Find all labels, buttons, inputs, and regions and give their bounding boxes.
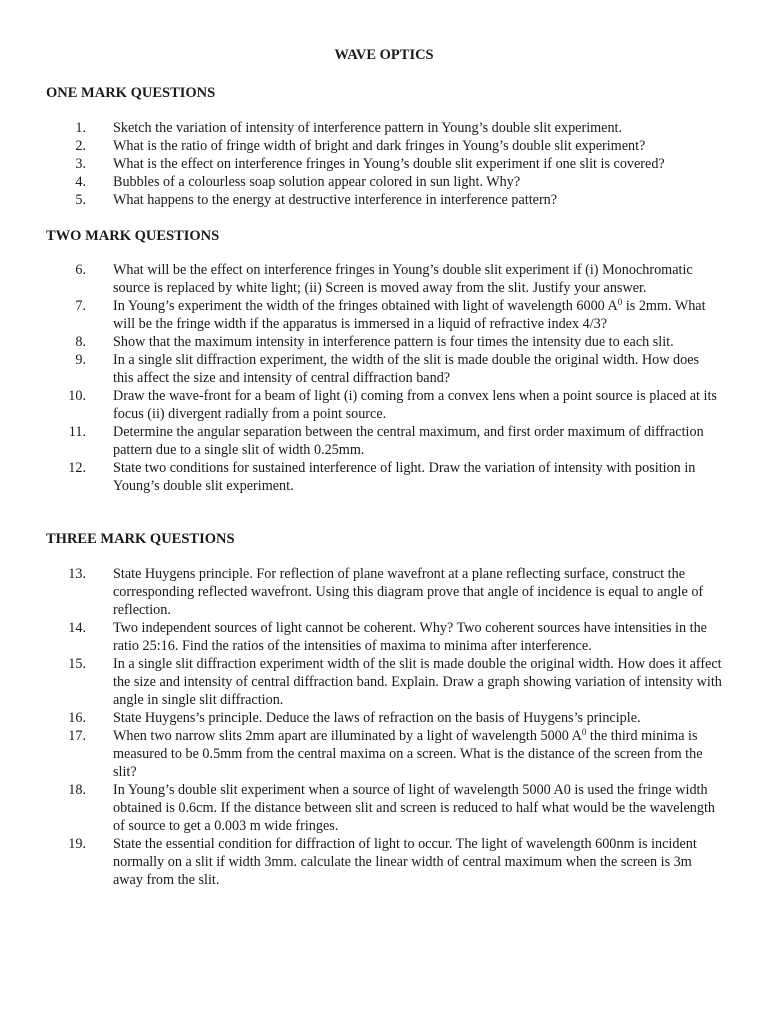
question-number: 7. (75, 298, 86, 314)
question-text (113, 727, 723, 781)
question-number: 14. (68, 620, 86, 636)
question-number: 3. (75, 156, 86, 172)
question-text: In a single slit diffraction experiment, the width of the slit is made double the original width. How does this affect the size and intensity of central diffraction band? (113, 352, 700, 386)
superscript: 0 (581, 727, 587, 737)
question-11 (0, 423, 768, 459)
question-number: 17. (68, 728, 86, 744)
question-16 (0, 709, 768, 727)
question-10 (0, 387, 768, 423)
question-8 (0, 333, 768, 351)
question-text: Draw the wave-front for a beam of light (i) coming from a convex lens when a point source is placed at its focus (ii) divergent radially from a point source. (113, 388, 717, 422)
question-12 (0, 459, 768, 495)
question-text: State Huygens principle. For reflection of plane wavefront at a plane reflecting surface, construct the corresponding reflected wavefront. Using this diagram prove that angle of incidence is equal to angle of reflection. (113, 566, 704, 618)
question-9 (0, 351, 768, 387)
question-7 (0, 297, 768, 333)
question-text-part: the third minima is measured to be 0.5mm from the central maxima on a screen. What is the distance of the screen from the slit? (113, 728, 703, 780)
question-text: State the essential condition for diffraction of light to occur. The light of wavelength 600nm is incident normally on a slit if width 3mm. calculate the linear width of central maximum when the screen is 3m away from the slit. (113, 836, 697, 888)
question-number: 11. (68, 424, 86, 440)
question-number: 19. (68, 836, 86, 852)
question-13 (0, 565, 768, 619)
question-6 (0, 261, 768, 297)
question-number: 5. (75, 192, 86, 208)
question-text: In a single slit diffraction experiment width of the slit is made double the original width. How does it affect the size and intensity of central diffraction band. Explain. Draw a graph showing variation of intensity with angle in single slit diffraction. (113, 656, 722, 708)
question-15 (0, 655, 768, 709)
section-heading-one-mark: ONE MARK QUESTIONS (46, 85, 216, 101)
question-text: State two conditions for sustained interference of light. Draw the variation of intensity with position in Young’s double slit experiment. (113, 460, 696, 494)
question-14 (0, 619, 768, 655)
question-text: Show that the maximum intensity in interference pattern is four times the intensity due to each slit. (113, 334, 674, 350)
question-number: 18. (68, 782, 86, 798)
question-text-part: is 2mm. What will be the fringe width if the apparatus is immersed in a liquid of refractive index 4/3? (113, 298, 706, 332)
question-text-part: In Young’s experiment the width of the fringes obtained with light of wavelength 6000 A (113, 298, 618, 314)
question-list-three-mark (0, 565, 768, 889)
question-number: 12. (68, 460, 86, 476)
question-text: What happens to the energy at destructive interference in interference pattern? (113, 192, 558, 208)
question-number: 9. (75, 352, 86, 368)
question-text: Two independent sources of light cannot be coherent. Why? Two coherent sources have intensities in the ratio 25:16. Find the ratios of the intensities of maxima to minima after interference. (113, 620, 707, 654)
question-text: Sketch the variation of intensity of interference pattern in Young’s double slit experiment. (113, 120, 623, 136)
question-17 (0, 727, 768, 781)
question-number: 4. (75, 174, 86, 190)
question-4 (0, 173, 768, 191)
question-number: 10. (68, 388, 86, 404)
question-number: 2. (75, 138, 86, 154)
question-1 (0, 119, 768, 137)
question-list-two-mark (0, 261, 768, 495)
question-18 (0, 781, 768, 835)
question-text: What will be the effect on interference fringes in Young’s double slit experiment if (i) Monochromatic source is replaced by white light; (ii) Screen is moved away from the slit. Justify your answer. (113, 262, 693, 296)
question-text (113, 297, 723, 333)
question-number: 6. (75, 262, 86, 278)
question-text-part: When two narrow slits 2mm apart are illuminated by a light of wavelength 5000 A (113, 728, 582, 744)
document-title: WAVE OPTICS (334, 47, 434, 63)
question-text: State Huygens’s principle. Deduce the laws of refraction on the basis of Huygens’s principle. (113, 710, 641, 726)
question-number: 15. (68, 656, 86, 672)
question-number: 8. (75, 334, 86, 350)
question-number: 1. (75, 120, 86, 136)
question-19 (0, 835, 768, 889)
question-list-one-mark (0, 119, 768, 209)
question-text: In Young’s double slit experiment when a source of light of wavelength 5000 A0 is used the fringe width obtained is 0.6cm. If the distance between slit and screen is reduced to half what would be the wavelength of source to get a 0.003 m wide fringes. (113, 782, 715, 834)
question-text: What is the effect on interference fringes in Young’s double slit experiment if one slit is covered? (113, 156, 665, 172)
question-text: Determine the angular separation between the central maximum, and first order maximum of diffraction pattern due to a single slit of width 0.25mm. (113, 424, 704, 458)
section-heading-two-mark: TWO MARK QUESTIONS (46, 228, 220, 244)
section-heading-three-mark: THREE MARK QUESTIONS (46, 531, 235, 547)
question-number: 16. (68, 710, 86, 726)
question-number: 13. (68, 566, 86, 582)
question-3 (0, 155, 768, 173)
superscript: 0 (617, 297, 623, 307)
question-2 (0, 137, 768, 155)
question-5 (0, 191, 768, 209)
question-text: What is the ratio of fringe width of bright and dark fringes in Young’s double slit experiment? (113, 138, 646, 154)
question-text: Bubbles of a colourless soap solution appear colored in sun light. Why? (113, 174, 521, 190)
